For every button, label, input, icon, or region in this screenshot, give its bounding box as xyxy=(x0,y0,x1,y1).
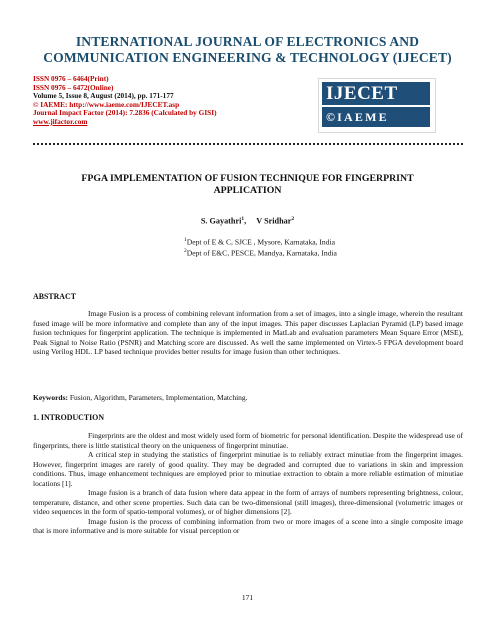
introduction-body xyxy=(33,431,463,536)
logo-bottom: ©IAEME xyxy=(322,107,430,127)
affil-1-sup: 1 xyxy=(184,237,187,243)
affil-2-sup: 2 xyxy=(184,248,187,255)
affiliation-2: Dept of E&C, PESCE, Mandya, Karnataka, India xyxy=(186,248,337,258)
volume-info: Volume 5, Issue 8, August (2014), pp. 171-177 xyxy=(33,91,174,101)
author-1: S. Gayathri xyxy=(200,216,242,226)
ijecet-logo xyxy=(318,78,436,133)
journal-meta xyxy=(33,75,313,127)
keywords-label: Keywords: xyxy=(33,393,68,402)
affiliation-1: Dept of E & C, SJCE , Mysore, Karnataka, India xyxy=(186,237,336,247)
abstract-paragraph: Image Fusion is a process of combining relevant information from a set of images, into a single image, wherein the resultant fused image will be more informative and complete than any of the input images. This paper discusses Laplacian Pyramid (LP) based image fusion techniques for fingerprint application. The technique is implemented in MatLab and evaluation parameters Mean Square Error (MSE), Peak Signal to Noise Ratio (PSNR) and Matching score are discussed. As well the same implemented on Virtex-5 FPGA development board using Verilog HDL. LP based technique provides better results for image fusion than other techniques. xyxy=(33,309,463,357)
journal-title-line-2: COMMUNICATION ENGINEERING & TECHNOLOGY (IJECET) xyxy=(43,50,452,65)
introduction-heading: 1. INTRODUCTION xyxy=(33,413,105,422)
affiliations xyxy=(184,236,444,258)
impact-factor: Journal Impact Factor (2014): 7.2836 (Calculated by GISI) xyxy=(33,108,217,118)
page-number: 171 xyxy=(241,593,254,602)
logo-top: IJECET xyxy=(322,82,430,105)
paper-title-line-2: APPLICATION xyxy=(213,185,282,196)
journal-title xyxy=(0,34,495,66)
journal-title-line-1: INTERNATIONAL JOURNAL OF ELECTRONICS AND xyxy=(75,34,420,49)
keywords-text: Fusion, Algorithm, Parameters, Implementation, Matching. xyxy=(68,393,248,402)
header-divider xyxy=(33,143,463,145)
journal-url[interactable]: © IAEME: http://www.iaeme.com/IJECET.asp xyxy=(33,99,180,109)
jifactor-link[interactable]: www.jifactor.com xyxy=(33,116,88,126)
abstract-heading: ABSTRACT xyxy=(33,292,76,301)
intro-paragraph-4: Image fusion is the process of combining information from two or more images of a scene into a single composite image that is more informative and is more suitable for visual perception or xyxy=(33,516,463,536)
intro-paragraph-2: A critical step in studying the statistics of fingerprint minutiae is to reliably extract minutiae from the fingerprint images. However, fingerprint images are rarely of good quality. They may be degraded and corrupted due to variations in skin and impression conditions. Thus, image enhancement techniques are employed prior to minutiae extraction to obtain a more reliable estimation of minutiae locations [1]. xyxy=(33,450,463,488)
keywords xyxy=(33,393,248,402)
abstract-body xyxy=(33,309,463,357)
author-2: V Sridhar xyxy=(256,216,292,226)
intro-paragraph-1: Fingerprints are the oldest and most widely used form of biometric for personal identification. Despite the widespread use of fingerprints, there is little statistical theory on the uniqueness of fingerprint minutiae. xyxy=(33,431,463,450)
issn-print: ISSN 0976 – 6464(Print) xyxy=(33,74,109,83)
author-2-sup: 2 xyxy=(291,216,295,222)
author-1-sup: 1 xyxy=(241,216,245,222)
intro-paragraph-3: Image fusion is a branch of data fusion where data appear in the form of arrays of numbers representing brightness, colour, temperature, distance, and other scene properties. Such data can be two-dimensional (still images), three-dimensional (volumetric images or video sequences in the form of spatio-temporal volumes), or of higher dimensions [2]. xyxy=(33,488,463,517)
author-list: S. Gayathri$^1$, V Sridhar$^2$ xyxy=(200,216,295,226)
paper-title xyxy=(40,173,455,197)
paper-title-line-1: FPGA IMPLEMENTATION OF FUSION TECHNIQUE FOR FINGERPRINT xyxy=(81,173,414,184)
issn-online: ISSN 0976 – 6472(Online) xyxy=(33,82,114,92)
